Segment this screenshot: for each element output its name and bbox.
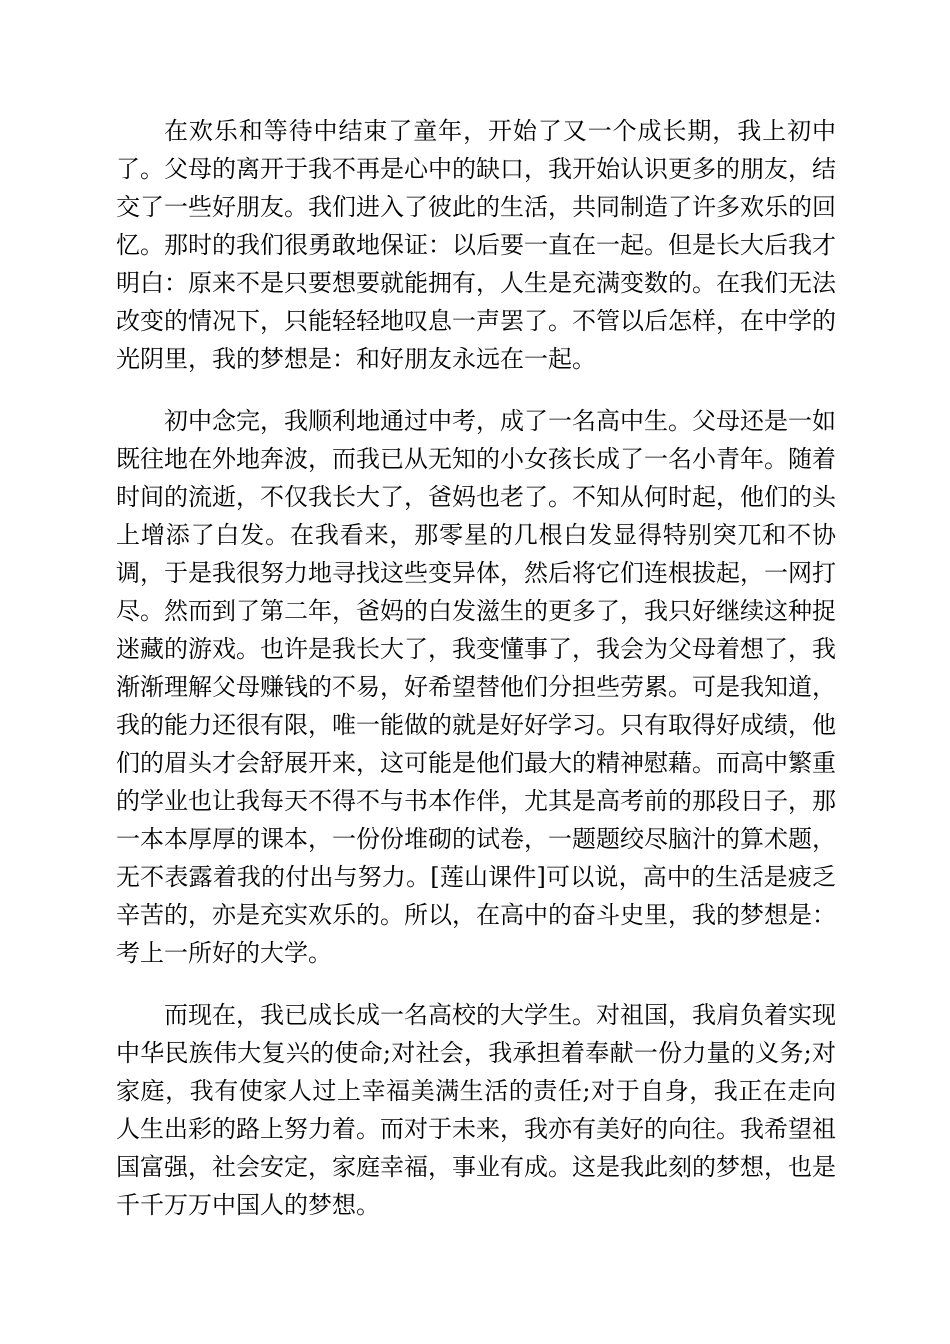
paragraph-2: 初中念完，我顺利地通过中考，成了一名高中生。父母还是一如既往地在外地奔波，而我已从无知的小女孩长成了一名小青年。随着时间的流逝，不仅我长大了，爸妈也老了。不知从何时起，他们的头上增添了白发。在我看来，那零星的几根白发显得特别突兀和不协调，于是我很努力地寻找这些变异体，然后将它们连根拔起，一网打尽。然而到了第二年，爸妈的白发滋生的更多了，我只好继续这种捉迷藏的游戏。也许是我长大了，我变懂事了，我会为父母着想了，我渐渐理解父母赚钱的不易，好希望替他们分担些劳累。可是我知道，我的能力还很有限，唯一能做的就是好好学习。只有取得好成绩，他们的眉头才会舒展开来，这可能是他们最大的精神慰藉。而高中繁重的学业也让我每天不得不与书本作伴，尤其是高考前的那段日子，那一本本厚厚的课本，一份份堆砌的试卷，一题题绞尽脑汁的算术题，无不表露着我的付出与努力。[莲山课件]可以说，高中的生活是疲乏辛苦的，亦是充实欢乐的。所以，在高中的奋斗史里，我的梦想是：考上一所好的大学。 [116, 407, 836, 967]
document-body [116, 112, 836, 1248]
paragraph-1: 在欢乐和等待中结束了童年，开始了又一个成长期，我上初中了。父母的离开于我不再是心中的缺口，我开始认识更多的朋友，结交了一些好朋友。我们进入了彼此的生活，共同制造了许多欢乐的回忆。那时的我们很勇敢地保证：以后要一直在一起。但是长大后我才明白：原来不是只要想要就能拥有，人生是充满变数的。在我们无法改变的情况下，只能轻轻地叹息一声罢了。不管以后怎样，在中学的光阴里，我的梦想是：和好朋友永远在一起。 [116, 117, 836, 373]
paragraph-3: 而现在，我已成长成一名高校的大学生。对祖国，我肩负着实现中华民族伟大复兴的使命;对社会，我承担着奉献一份力量的义务;对家庭，我有使家人过上幸福美满生活的责任;对于自身，我正在走向人生出彩的路上努力着。而对于未来，我亦有美好的向往。我希望祖国富强，社会安定，家庭幸福，事业有成。这是我此刻的梦想，也是千千万万中国人的梦想。 [116, 1001, 836, 1219]
